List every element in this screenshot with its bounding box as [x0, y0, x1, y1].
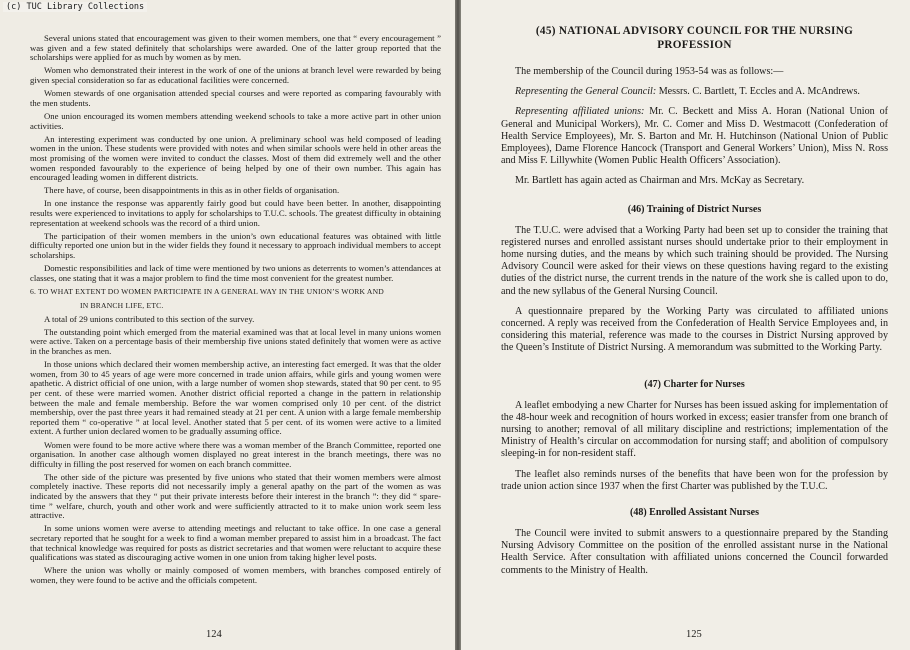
page-number: 124 — [206, 629, 222, 640]
body-paragraph: Where the union was wholly or mainly composed of women members, with branches composed entirely of women, they were found to be active and the officials competent. — [30, 565, 441, 585]
body-paragraph: In those unions which declared their women membership active, an interesting fact emerged. It was that the older women, from 30 to 45 years of age were more concerned in trade union affairs, while girls and young women were apathetic. A district official of one union, with a large number of women shop stewards, stated that 90 per cent. to 95 per cent. of these were married women. Another district official reported a change in the pattern in relationship between the male and female membership. Before the war women comprised only 10 per cent. of the district membership, over the past three years it had remained steady at 21 per cent. A union with a large female membership reported them “ co-operative ” at local level. Another stated that 5 per cent. of its women were active to a limited extent. A further union declared women to be gradually assuming office. — [30, 359, 441, 437]
section-48-heading: (48) Enrolled Assistant Nurses — [630, 507, 759, 519]
copyright-watermark: (c) TUC Library Collections — [3, 2, 147, 12]
body-paragraph: Women stewards of one organisation attended special courses and were reported as comparing favourably with the men students. — [30, 88, 441, 108]
section-heading: 6. TO WHAT EXTENT DO WOMEN PARTICIPATE IN A GENERAL WAY IN THE UNION’S WORK AND — [30, 287, 384, 297]
section-47-paragraph: The leaflet also reminds nurses of the benefits that have been won for the profession by trade union action since 1937 when the first Charter was published by the T.U.C. — [501, 468, 888, 492]
body-paragraph: Several unions stated that encouragement was given to their women members, one that “ every encouragement ” was given and a few stated definitely that scholarships were awarded. One of the latter group reported that the scholarships were applied for as much by women as by men. — [30, 33, 441, 63]
body-paragraph: One union encouraged its women members attending weekend schools to take a more active part in other union activities. — [30, 110, 441, 131]
section-47-heading: (47) Charter for Nurses — [644, 378, 745, 390]
chair-paragraph: Mr. Bartlett has again acted as Chairman and Mrs. McKay as Secretary. — [515, 175, 805, 187]
affiliated-unions-members: Mr. C. Beckett and Miss A. Horan (National Union of General and Municipal Workers), Mr. C. Comer and Miss D. Westmacott (Confederation of Health Service Employees), Mr. S. Barton and Mr. H. Hutchinson (National Union of Public Employees), Dame Florence Hancock (Transport and General Workers’ Union), Miss N. Ross and Miss F. Lillywhite (Women Public Health Officers’ Association). — [501, 106, 888, 167]
body-paragraph: The outstanding point which emerged from the material examined was that at local level in many unions women were active. Taken on a percentage basis of their membership five unions stated definitely that women were as active in the branches as men. — [30, 326, 441, 356]
section-46-paragraph: A questionnaire prepared by the Working Party was circulated to affiliated unions concerned. A reply was received from the Confederation of Health Service Employees and, in considering this material, reference was made to the courses in District Nursing approved by the Queen’s Institute of District Nursing. A memorandum was submitted to the Working Party. — [501, 305, 888, 354]
body-paragraph: In some unions women were averse to attending meetings and reluctant to take office. In one case a general secretary reported that he sought for a week to find a woman member prepared to assist him in a broadcast. The fact that technical knowledge was required for posts as district secretaries and that women were reluctant to acquire these qualifications was stated as discouraging active women in one union from taking higher level posts. — [30, 523, 441, 563]
body-paragraph: There have, of course, been disappointments in this as in other fields of organisation. — [44, 185, 340, 196]
general-council-members: Messrs. C. Bartlett, T. Eccles and A. McAndrews. — [656, 86, 860, 98]
affiliated-unions-label: Representing affiliated unions: — [515, 106, 645, 118]
body-paragraph: A total of 29 unions contributed to this section of the survey. — [44, 313, 255, 324]
section-47-paragraph: A leaflet embodying a new Charter for Nurses has been issued asking for implementation of the 48-hour week and recognition of hours worked in excess; easier transfer from one branch of nursing to another; removal of all military discipline and restrictions; implementation of the Ministry of Health’s circular on accommodation for nursing staff; and abolition of compulsory sleeping-in for non-resident staff. — [501, 399, 888, 460]
body-paragraph: In one instance the response was apparently fairly good but could have been better. In another, disappointing results were experienced to invitations to apply for scholarships to T.U.C. schools. The greatest difficulty in obtaining representation at weekend schools was the record of a third union. — [30, 198, 441, 228]
section-46-heading: (46) Training of District Nurses — [627, 203, 762, 215]
body-paragraph: The participation of their women members in the union’s own educational features was obtained with little difficulty reported one union but in the wider fields they found it necessary to approach individual members to accept scholarships. — [30, 230, 441, 261]
affiliated-unions-paragraph — [501, 106, 888, 167]
intro-paragraph: The membership of the Council during 1953-54 was as follows:— — [515, 66, 784, 77]
body-paragraph: Domestic responsibilities and lack of time were mentioned by two unions as deterrents to women’s attendances at classes, one stating that it was a major problem to find the time most convenient for the greatest number. — [30, 263, 441, 283]
body-paragraph: Women who demonstrated their interest in the work of one of the unions at branch level were rewarded by being given special consideration so far as educational facilities were concerned. — [30, 65, 441, 85]
section-46-paragraph: The T.U.C. were advised that a Working Party had been set up to consider the training that registered nurses and enrolled assistant nurses should undertake prior to their employment in home nursing duties, and the means by which such training should be provided. The Nursing Advisory Council were asked for their views on these questions having regard to the existing duties of the district nurse, the current trends in the nature of the work she is called upon to do, and the new syllabus of the General Nursing Council. — [501, 224, 888, 297]
general-council-label: Representing the General Council: — [515, 86, 657, 98]
body-paragraph: An interesting experiment was conducted by one union. A preliminary school was held composed of leading women in the union. These students were provided with notes and when similar schools were held in other areas the most promising of the women were invited to conduct the classes. Most of them did extremely well and the other women responded favourably to the experience of being helped by one of their own number. This again has encouraged leading women in different districts. — [30, 133, 441, 183]
section-heading-continued: IN BRANCH LIFE, ETC. — [80, 301, 164, 310]
general-council-paragraph — [501, 86, 888, 98]
page-number: 125 — [686, 629, 702, 640]
body-paragraph: Women were found to be more active where there was a woman member of the Branch Committee, reported one organisation. In another case although women displayed no great interest in the branch meetings, there was no difficulty in filling the post reserved for women on each branch committee. — [30, 439, 441, 469]
right-page — [461, 0, 910, 650]
section-48-paragraph: The Council were invited to submit answers to a questionnaire prepared by the Standing Nursing Advisory Committee on the position of the enrolled assistant nurse in the National Health Service. After consultation with affiliated unions concerned the Council forwarded comments to the Ministry of Health. — [501, 528, 888, 576]
section-title: (45) NATIONAL ADVISORY COUNCIL FOR THE NURSING PROFESSION — [535, 25, 854, 51]
body-paragraph: The other side of the picture was presented by five unions who stated that their women members were almost completely inactive. These reports did not necessarily imply a general apathy on the part of the women as was indicated by the answers that they “ put their private interests before their interest in the branch ”: they did “ spare-time ” welfare, church, youth and other work and were sufficiently attracted to it to make union work seem less attractive. — [30, 471, 441, 521]
